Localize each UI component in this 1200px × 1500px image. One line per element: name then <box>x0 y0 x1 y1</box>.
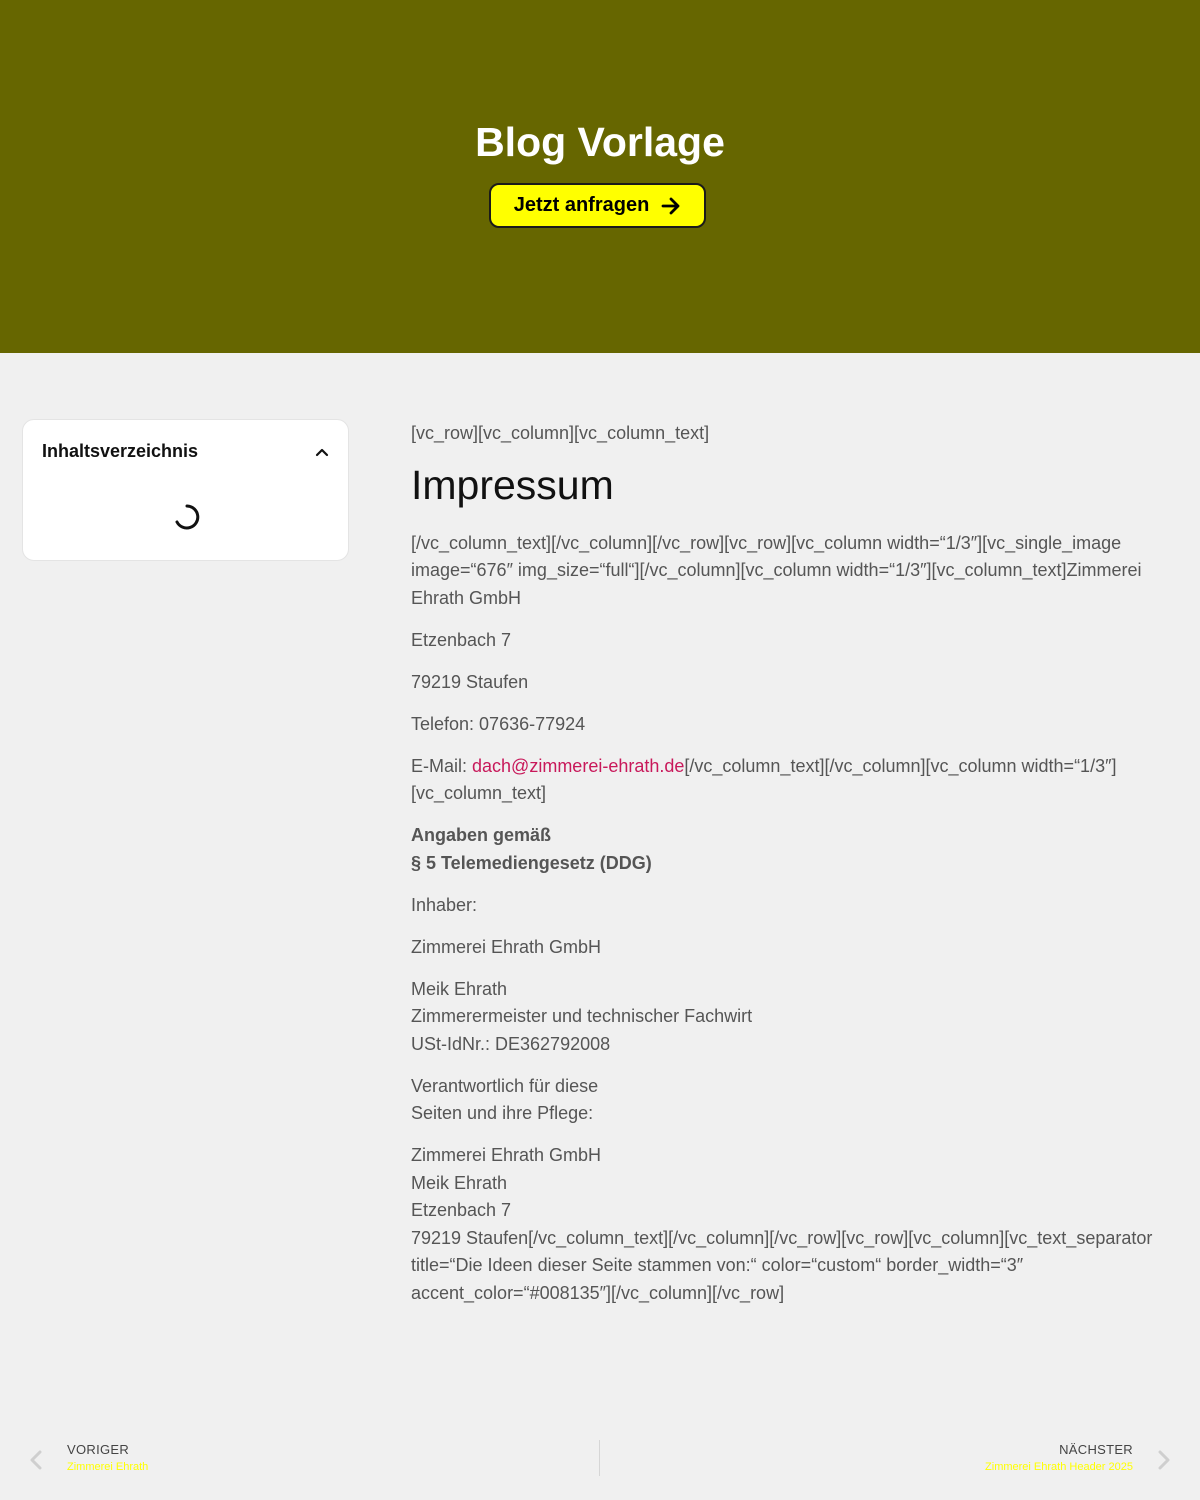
legal-heading <box>411 822 1171 877</box>
vat-id: USt-IdNr.: DE362792008 <box>411 1033 611 1054</box>
article-content <box>411 420 1171 1322</box>
responsible-name: Meik Ehrath <box>411 1172 508 1193</box>
owner-label: Inhaber: <box>411 894 478 915</box>
legal-heading-line: Angaben gemäß <box>411 825 552 845</box>
previous-post-label: VORIGER <box>67 1442 130 1457</box>
email-link[interactable]: dach@zimmerei-ehrath.de <box>472 755 685 776</box>
spinner-icon <box>173 503 201 531</box>
address-street: Etzenbach 7 <box>411 629 512 650</box>
nav-divider <box>599 1440 600 1476</box>
arrow-right-icon <box>661 197 681 215</box>
request-quote-button-label: Jetzt anfragen <box>513 194 650 216</box>
chevron-left-icon <box>28 1450 44 1470</box>
owner-name: Meik Ehrath <box>411 978 508 999</box>
email-label: E-Mail: <box>411 755 473 776</box>
owner-company: Zimmerei Ehrath GmbH <box>411 936 602 957</box>
owner-title: Zimmerermeister und technischer Fachwirt <box>411 1006 753 1026</box>
shortcode-text: [vc_row][vc_column][vc_column_text] <box>411 423 710 443</box>
responsible-line: Verantwortlich für diese <box>411 1075 599 1096</box>
responsible-street: Etzenbach 7 <box>411 1200 512 1220</box>
responsible-company: Zimmerei Ehrath GmbH <box>411 1145 602 1165</box>
email-line <box>411 753 1171 808</box>
phone-number: Telefon: 07636-77924 <box>411 713 586 734</box>
article-heading: Impressum <box>411 461 614 508</box>
next-post-label: NÄCHSTER <box>1059 1442 1133 1457</box>
hero-banner <box>0 0 1200 353</box>
chevron-right-icon <box>1156 1450 1172 1470</box>
table-of-contents <box>22 419 349 561</box>
next-post-link[interactable] <box>872 1440 1172 1480</box>
legal-heading-line: § 5 Telemediengesetz (DDG) <box>411 852 652 873</box>
shortcode-text: [/vc_column_text][/vc_column][vc_column width=“1/3″][vc_column_text] <box>411 755 1117 803</box>
previous-post-title: Zimmerei Ehrath <box>67 1461 149 1473</box>
request-quote-button[interactable] <box>489 183 706 228</box>
owner-details <box>411 976 1171 1059</box>
responsible-heading <box>411 1073 1171 1128</box>
toc-title: Inhaltsverzeichnis <box>42 441 199 461</box>
previous-post-link[interactable] <box>28 1440 328 1480</box>
page-title: Blog Vorlage <box>475 119 725 165</box>
post-navigation <box>0 1430 1200 1490</box>
next-post-title: Zimmerei Ehrath Header 2025 <box>985 1461 1133 1473</box>
chevron-up-icon[interactable] <box>314 444 330 460</box>
address-city: 79219 Staufen <box>411 671 529 692</box>
shortcode-text: [/vc_column_text][/vc_column][/vc_row][vc_row][vc_column width=“1/3″][vc_single_image image=“676″ img_size=“full“][/vc_column][vc_column width=“1/3″][vc_column_text]Zimmerei Ehrath GmbH <box>411 532 1142 608</box>
responsible-line: Seiten und ihre Pflege: <box>411 1103 594 1123</box>
responsible-details <box>411 1142 1171 1307</box>
shortcode-text: 79219 Staufen[/vc_column_text][/vc_column][/vc_row][vc_row][vc_column][vc_text_separator title=“Die Ideen dieser Seite stammen von:“ color=“custom“ border_width=“3″ accent_color=“#008135″][/vc_column][/vc_row] <box>411 1227 1153 1303</box>
